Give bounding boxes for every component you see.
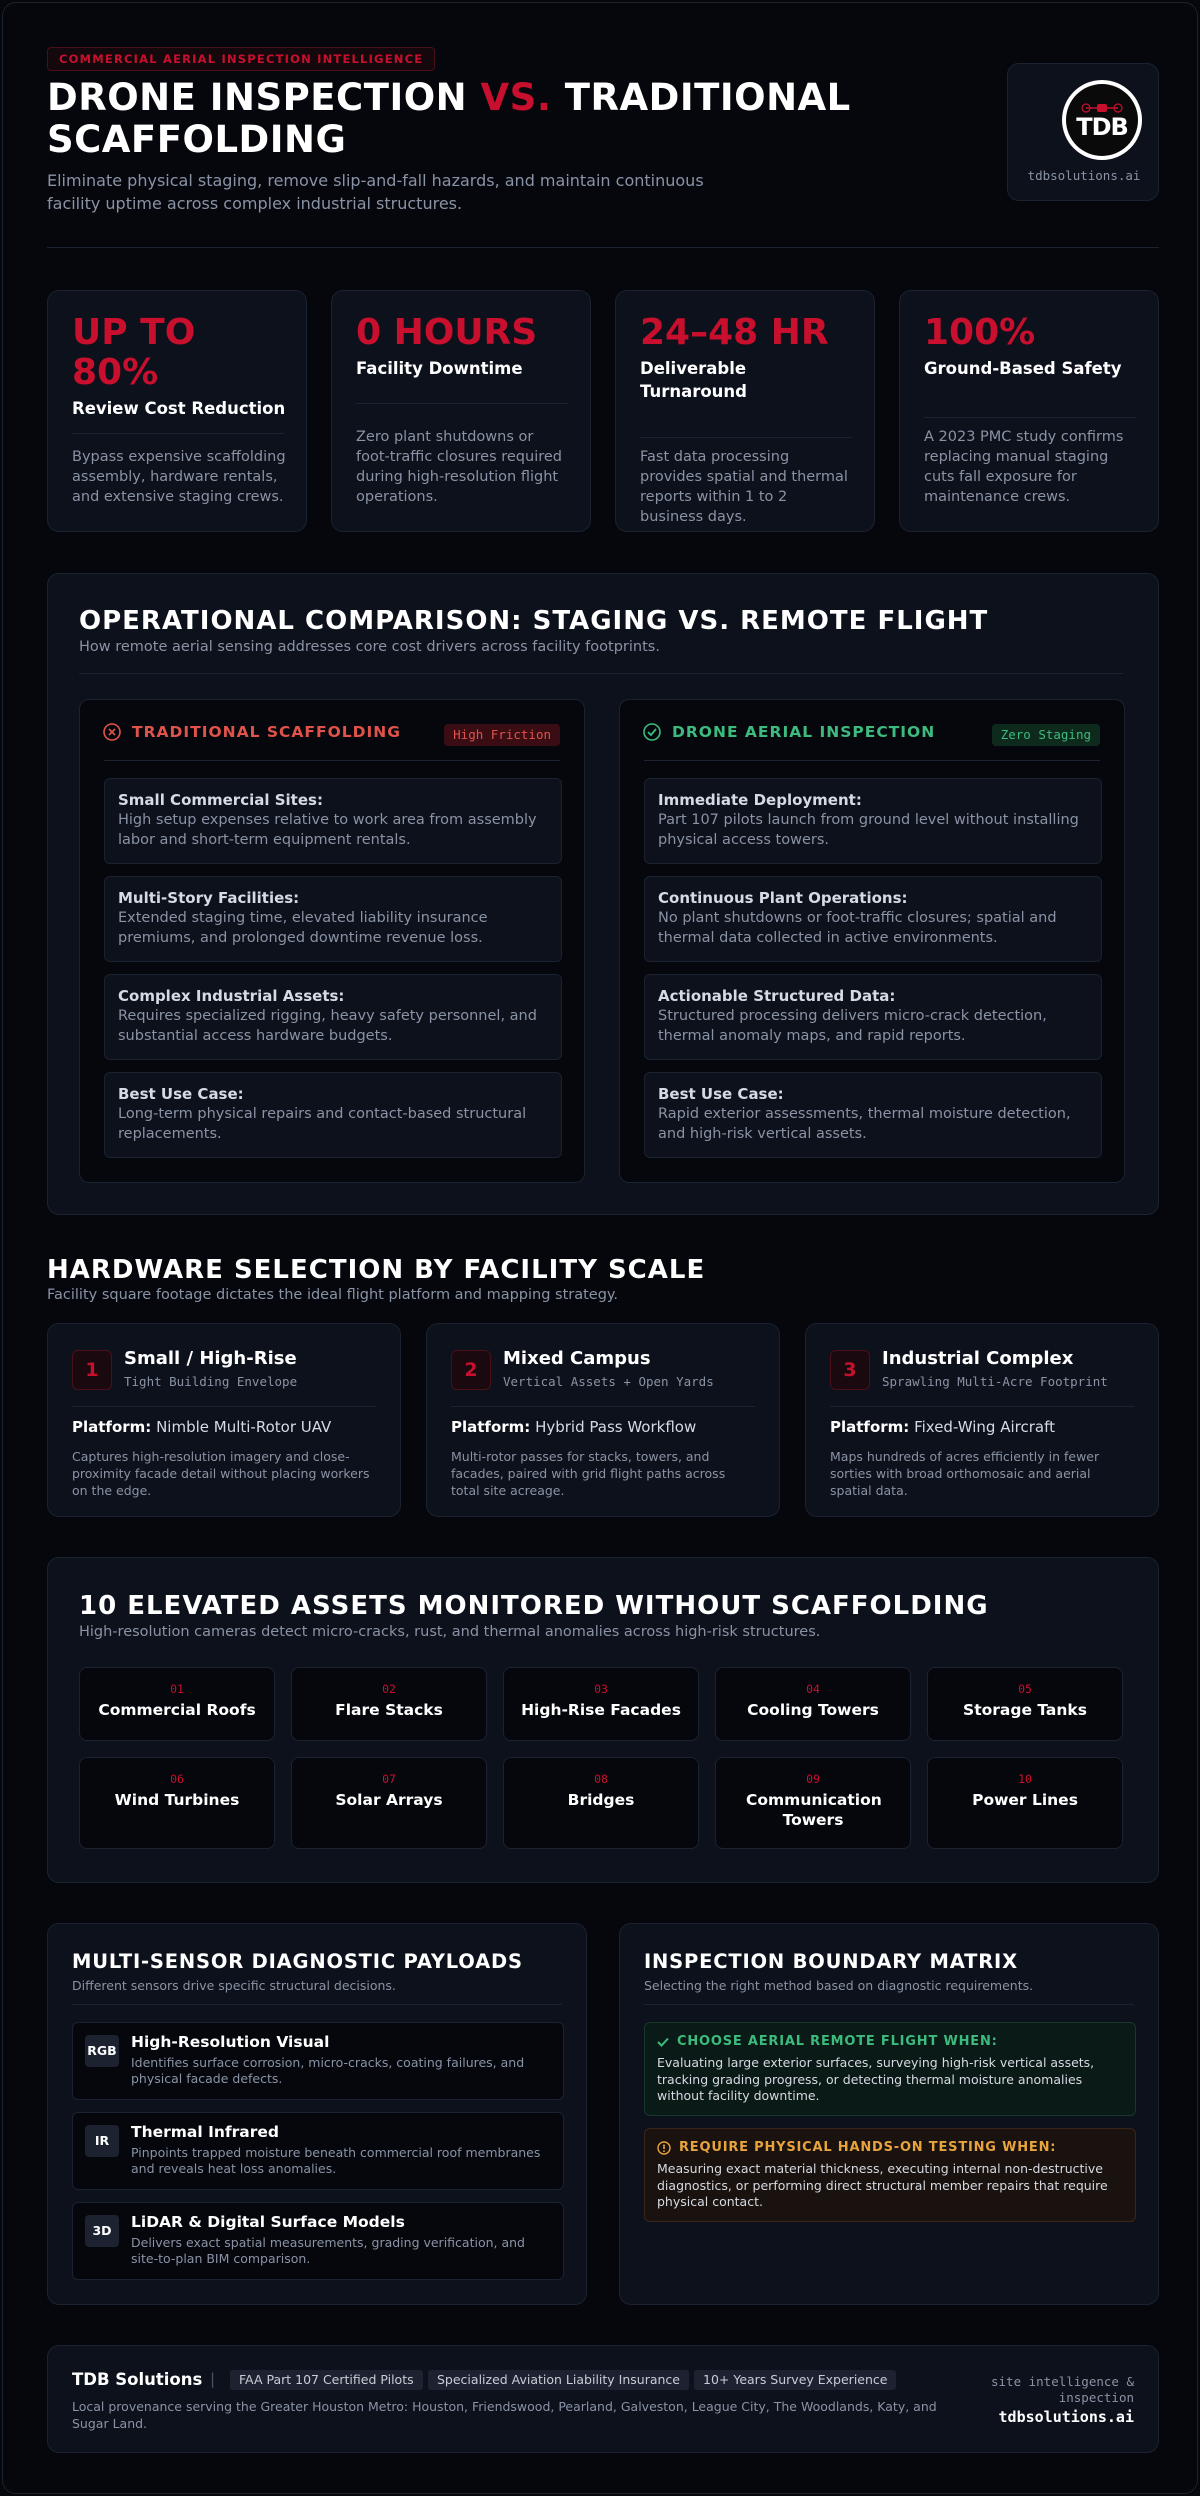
stat-card-turnaround [615,290,875,532]
item-title: Small Commercial Sites: [118,791,323,809]
hardware-card-mixed [426,1323,780,1517]
asset-number: 01 [170,1682,184,1696]
list-item [104,1072,562,1158]
stat-description: Fast data processing provides spatial and thermal reports within 1 to 2 business days. [640,449,848,525]
asset-name: Power Lines [972,1791,1078,1809]
hardware-description: Maps hundreds of acres efficiently in fewer sorties with broad orthomosaic and aerial spatial data. [830,1449,1100,1498]
item-text: No plant shutdowns or foot-traffic closures; spatial and thermal data collected in active environments. [658,910,1057,946]
sensor-title: LiDAR & Digital Surface Models [131,2213,405,2231]
comparison-title: OPERATIONAL COMPARISON: STAGING VS. REMOTE FLIGHT [79,606,989,636]
asset-tile [927,1757,1123,1849]
item-text: Structured processing delivers micro-crack detection, thermal anomaly maps, and rapid reports. [658,1008,1047,1044]
asset-tile [291,1667,487,1741]
title-part-2: TRADITIONAL SCAFFOLDING [47,76,851,161]
hardware-divider [830,1406,1134,1407]
item-title: Actionable Structured Data: [658,987,896,1005]
sensor-text: Identifies surface corrosion, micro-cracks, coating failures, and physical facade defects. [131,2055,525,2086]
stat-card-downtime [331,290,591,532]
footer [47,2345,1159,2453]
footer-domain: tdbsolutions.ai [998,2408,1134,2426]
footer-badge: Specialized Aviation Liability Insurance [428,2370,689,2390]
footer-badge: 10+ Years Survey Experience [694,2370,896,2390]
comparison-divider [79,673,1123,674]
list-item [104,876,562,962]
panel-divider [72,2004,562,2005]
header-divider [47,247,1159,248]
list-item [644,876,1102,962]
stat-label: Review Cost Reduction [72,399,286,418]
hardware-number: 1 [72,1350,112,1390]
asset-number: 03 [594,1682,608,1696]
asset-number: 08 [594,1772,608,1786]
asset-tile [79,1757,275,1849]
item-title: Best Use Case: [658,1085,784,1103]
physical-choice-box [644,2128,1136,2222]
stat-description: A 2023 PMC study confirms replacing manual staging cuts fall exposure for maintenance crews. [924,429,1124,505]
list-item [644,778,1102,864]
stat-description: Zero plant shutdowns or foot-traffic closures required during high-resolution flight operations. [356,429,562,505]
hardware-subtitle: Facility square footage dictates the ideal flight platform and mapping strategy. [47,1287,619,1303]
title-part-1: DRONE INSPECTION [47,76,468,119]
sensors-subtitle: Different sensors drive specific structural decisions. [72,1978,396,1993]
stat-card-safety [899,290,1159,532]
stat-divider [72,433,284,434]
panel-divider [644,2004,1134,2005]
aerial-choice-heading [657,2033,1123,2051]
traditional-column [79,699,585,1183]
stat-divider [640,437,852,438]
stat-value: 100% [924,312,1036,353]
sensor-item-ir [72,2112,564,2190]
list-item [104,974,562,1060]
matrix-panel [619,1923,1159,2305]
asset-number: 02 [382,1682,396,1696]
asset-name: Wind Turbines [114,1791,240,1809]
column-divider [644,760,1100,761]
item-text: Rapid exterior assessments, thermal moisture detection, and high-risk vertical assets. [658,1106,1071,1142]
drone-column [619,699,1125,1183]
item-title: Best Use Case: [118,1085,244,1103]
asset-name: Solar Arrays [335,1791,443,1809]
sensor-title: Thermal Infrared [131,2123,279,2141]
x-circle-icon [102,722,122,742]
hardware-number: 2 [451,1350,491,1390]
asset-name: Storage Tanks [963,1701,1087,1719]
platform-value: Fixed-Wing Aircraft [914,1418,1055,1436]
hardware-divider [451,1406,755,1407]
asset-name: Bridges [567,1791,635,1809]
platform-value: Hybrid Pass Workflow [535,1418,697,1436]
hardware-title: Mixed Campus [503,1348,651,1369]
sensor-title: High-Resolution Visual [131,2033,330,2051]
item-title: Immediate Deployment: [658,791,862,809]
list-item [644,974,1102,1060]
hardware-subtitle: Vertical Assets + Open Yards [503,1374,714,1389]
platform-label: Platform: [72,1418,152,1436]
assets-title: 10 ELEVATED ASSETS MONITORED WITHOUT SCAFFOLDING [79,1591,989,1621]
platform-label: Platform: [451,1418,531,1436]
traditional-heading-label: TRADITIONAL SCAFFOLDING [132,723,401,741]
asset-tile [291,1757,487,1849]
alert-circle-icon [657,2141,671,2155]
logo-domain: tdbsolutions.ai [1027,168,1141,183]
footer-badge: FAA Part 107 Certified Pilots [230,2370,423,2390]
hardware-platform [72,1418,331,1436]
asset-name: Cooling Towers [747,1701,879,1719]
check-circle-icon [642,722,662,742]
stat-value: UP TO 80% [72,312,196,393]
item-title: Continuous Plant Operations: [658,889,908,907]
platform-label: Platform: [830,1418,910,1436]
item-text: Extended staging time, elevated liability insurance premiums, and prolonged downtime revenue loss. [118,910,488,946]
logo-wordmark: TDB [1076,113,1128,141]
hardware-title: Industrial Complex [882,1348,1074,1369]
aerial-choice-text: Evaluating large exterior surfaces, surveying high-risk vertical assets, tracking grading progress, or detecting thermal moisture anomalies without facility downtime. [657,2055,1095,2103]
eyebrow-badge: COMMERCIAL AERIAL INSPECTION INTELLIGENCE [47,47,435,71]
sensor-item-3d [72,2202,564,2280]
footer-separator: | [210,2370,216,2388]
matrix-subtitle: Selecting the right method based on diagnostic requirements. [644,1978,1034,1993]
physical-choice-text: Measuring exact material thickness, executing internal non-destructive diagnostics, or performing direct structural member repairs that require physical contact. [657,2161,1108,2209]
hardware-description: Captures high-resolution imagery and close-proximity facade detail without placing workers on the edge. [72,1449,370,1498]
logo-card [1007,63,1159,201]
asset-tile [927,1667,1123,1741]
item-text: Requires specialized rigging, heavy safety personnel, and substantial access hardware budgets. [118,1008,537,1044]
assets-subtitle: High-resolution cameras detect micro-cracks, rust, and thermal anomalies across high-risk structures. [79,1624,821,1640]
aerial-choice-label: CHOOSE AERIAL REMOTE FLIGHT WHEN: [677,2034,998,2049]
drone-heading-label: DRONE AERIAL INSPECTION [672,723,936,741]
stat-card-cost [47,290,307,532]
stat-divider [924,417,1136,418]
list-item [104,778,562,864]
item-title: Complex Industrial Assets: [118,987,345,1005]
asset-name: Commercial Roofs [98,1701,256,1719]
hardware-subtitle: Tight Building Envelope [124,1374,298,1389]
hardware-description: Multi-rotor passes for stacks, towers, and facades, paired with grid flight paths across total site acreage. [451,1449,726,1498]
stat-value: 24–48 HR [640,312,829,353]
asset-tile [503,1757,699,1849]
sensor-code: 3D [85,2215,119,2247]
footer-tagline: site intelligence & inspection [991,2374,1134,2405]
sensors-title: MULTI-SENSOR DIAGNOSTIC PAYLOADS [72,1950,523,1973]
item-text: Long-term physical repairs and contact-based structural replacements. [118,1106,527,1142]
hardware-card-small [47,1323,401,1517]
asset-name: High-Rise Facades [521,1701,681,1719]
asset-number: 05 [1018,1682,1032,1696]
matrix-title: INSPECTION BOUNDARY MATRIX [644,1950,1018,1973]
page-frame [2,2,1198,2494]
platform-value: Nimble Multi-Rotor UAV [156,1418,332,1436]
item-text: High setup expenses relative to work area from assembly labor and short-term equipment rentals. [118,812,537,848]
hardware-divider [72,1406,376,1407]
stat-value: 0 HOURS [356,312,538,353]
title-vs: VS. [480,76,552,119]
drone-heading [642,722,935,742]
hardware-platform [830,1418,1055,1436]
hardware-number: 3 [830,1350,870,1390]
asset-number: 06 [170,1772,184,1786]
asset-number: 10 [1018,1772,1032,1786]
traditional-badge: High Friction [444,724,560,746]
asset-tile [715,1667,911,1741]
stat-label: Ground-Based Safety [924,359,1122,378]
footer-company-name: TDB Solutions [72,2370,203,2389]
stat-description: Bypass expensive scaffolding assembly, hardware rentals, and extensive staging crews. [72,449,286,505]
stat-label: Facility Downtime [356,359,523,378]
sensors-panel [47,1923,587,2305]
asset-number: 09 [806,1772,820,1786]
asset-tile [503,1667,699,1741]
aerial-choice-box [644,2022,1136,2116]
hardware-subtitle: Sprawling Multi-Acre Footprint [882,1374,1108,1389]
logo [1062,80,1142,160]
hardware-card-industrial [805,1323,1159,1517]
column-divider [104,760,560,761]
hardware-title: Small / High-Rise [124,1348,297,1369]
footer-description: Local provenance serving the Greater Houston Metro: Houston, Friendswood, Pearland, Galveston, League City, The Woodlands, Katy, and Sugar Land. [72,2399,937,2431]
asset-number: 04 [806,1682,820,1696]
hardware-platform [451,1418,696,1436]
drone-badge: Zero Staging [992,724,1100,746]
stat-label: Deliverable Turnaround [640,359,747,401]
sensor-code: RGB [85,2035,119,2067]
hardware-title: HARDWARE SELECTION BY FACILITY SCALE [47,1255,706,1285]
traditional-heading [102,722,401,742]
comparison-subtitle: How remote aerial sensing addresses core cost drivers across facility footprints. [79,639,660,655]
stat-divider [356,403,568,404]
page-title [47,77,927,161]
item-title: Multi-Story Facilities: [118,889,300,907]
asset-number: 07 [382,1772,396,1786]
page-subtitle: Eliminate physical staging, remove slip-and-fall hazards, and maintain continuous facility uptime across complex industrial structures. [47,171,704,213]
sensor-code: IR [85,2125,119,2157]
asset-tile [79,1667,275,1741]
sensor-text: Delivers exact spatial measurements, grading verification, and site-to-plan BIM comparison. [131,2235,525,2266]
asset-name: Flare Stacks [335,1701,443,1719]
list-item [644,1072,1102,1158]
physical-choice-heading [657,2139,1123,2157]
check-icon [657,2036,669,2048]
asset-tile [715,1757,911,1849]
asset-name: Communication Towers [746,1791,882,1829]
sensor-item-rgb [72,2022,564,2100]
sensor-text: Pinpoints trapped moisture beneath commercial roof membranes and reveals heat loss anomalies. [131,2145,541,2176]
item-text: Part 107 pilots launch from ground level without installing physical access towers. [658,812,1079,848]
physical-choice-label: REQUIRE PHYSICAL HANDS-ON TESTING WHEN: [679,2140,1057,2155]
